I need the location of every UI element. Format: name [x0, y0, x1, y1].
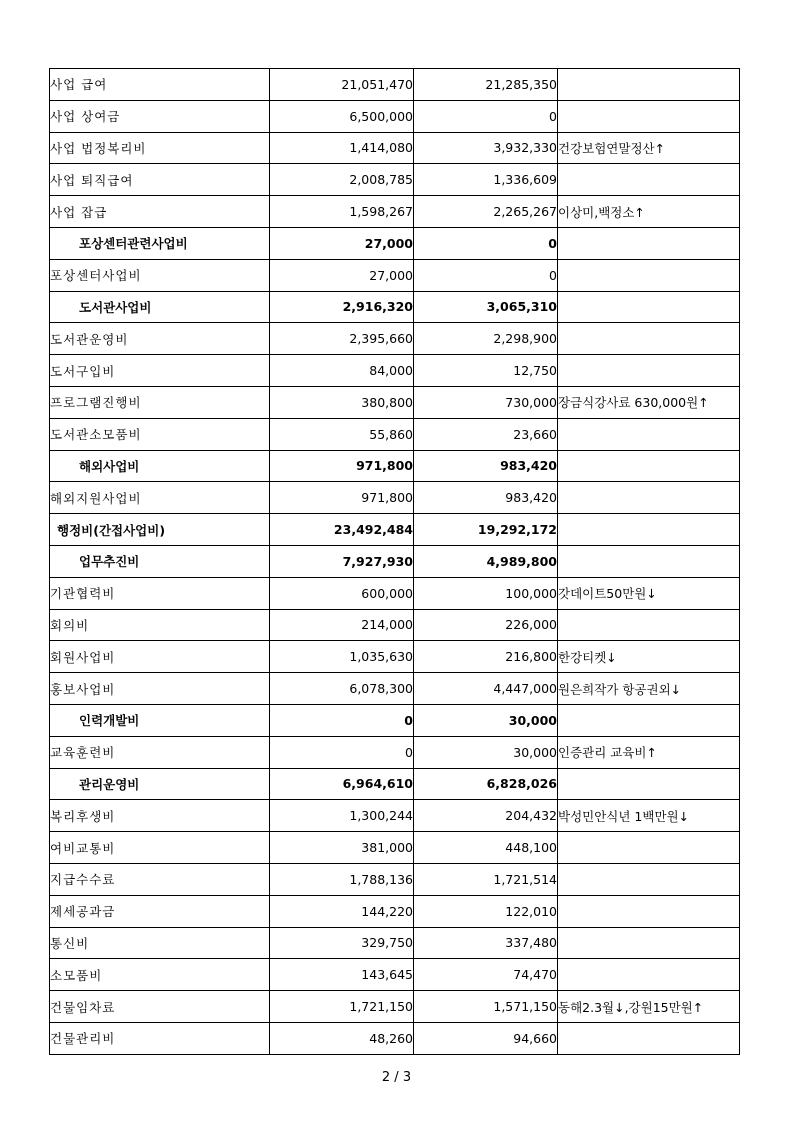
prev-amount-cell: 27,000 — [270, 227, 414, 259]
curr-amount-cell: 74,470 — [414, 959, 558, 991]
curr-amount-cell: 2,265,267 — [414, 196, 558, 228]
curr-amount-cell: 448,100 — [414, 832, 558, 864]
note-cell: 갓데이트50만원↓ — [558, 577, 740, 609]
prev-amount-cell: 6,500,000 — [270, 100, 414, 132]
account-name-cell: 교육훈련비 — [50, 736, 270, 768]
note-cell — [558, 323, 740, 355]
prev-amount-cell: 0 — [270, 736, 414, 768]
note-cell — [558, 418, 740, 450]
prev-amount-cell: 1,414,080 — [270, 132, 414, 164]
account-name-cell: 해외지원사업비 — [50, 482, 270, 514]
account-name-cell: 인력개발비 — [50, 704, 270, 736]
curr-amount-cell: 0 — [414, 259, 558, 291]
prev-amount-cell: 84,000 — [270, 355, 414, 387]
account-name-cell: 도서관사업비 — [50, 291, 270, 323]
curr-amount-cell: 730,000 — [414, 386, 558, 418]
curr-amount-cell: 1,571,150 — [414, 991, 558, 1023]
table-row — [50, 959, 740, 991]
curr-amount-cell: 94,660 — [414, 1022, 558, 1054]
account-name-cell: 제세공과금 — [50, 895, 270, 927]
note-cell — [558, 355, 740, 387]
note-cell — [558, 609, 740, 641]
prev-amount-cell: 6,964,610 — [270, 768, 414, 800]
note-cell: 장금식강사료 630,000원↑ — [558, 386, 740, 418]
account-name-cell: 사업 잡급 — [50, 196, 270, 228]
table-row — [50, 355, 740, 387]
curr-amount-cell: 21,285,350 — [414, 69, 558, 101]
table-row — [50, 832, 740, 864]
prev-amount-cell: 1,721,150 — [270, 991, 414, 1023]
curr-amount-cell: 0 — [414, 100, 558, 132]
prev-amount-cell: 1,788,136 — [270, 863, 414, 895]
note-cell — [558, 164, 740, 196]
prev-amount-cell: 21,051,470 — [270, 69, 414, 101]
prev-amount-cell: 600,000 — [270, 577, 414, 609]
note-cell — [558, 514, 740, 546]
curr-amount-cell: 3,932,330 — [414, 132, 558, 164]
prev-amount-cell: 6,078,300 — [270, 673, 414, 705]
note-cell: 동해2.3월↓,강원15만원↑ — [558, 991, 740, 1023]
curr-amount-cell: 30,000 — [414, 736, 558, 768]
note-cell — [558, 227, 740, 259]
curr-amount-cell: 6,828,026 — [414, 768, 558, 800]
account-name-cell: 지급수수료 — [50, 863, 270, 895]
table-row — [50, 609, 740, 641]
account-name-cell: 해외사업비 — [50, 450, 270, 482]
account-name-cell: 관리운영비 — [50, 768, 270, 800]
curr-amount-cell: 226,000 — [414, 609, 558, 641]
prev-amount-cell: 7,927,930 — [270, 545, 414, 577]
prev-amount-cell: 380,800 — [270, 386, 414, 418]
curr-amount-cell: 30,000 — [414, 704, 558, 736]
note-cell — [558, 259, 740, 291]
table-row — [50, 641, 740, 673]
table-row — [50, 100, 740, 132]
account-name-cell: 건물관리비 — [50, 1022, 270, 1054]
note-cell: 인증관리 교육비↑ — [558, 736, 740, 768]
budget-table-body — [50, 69, 740, 1055]
note-cell — [558, 704, 740, 736]
account-name-cell: 사업 법정복리비 — [50, 132, 270, 164]
curr-amount-cell: 983,420 — [414, 482, 558, 514]
prev-amount-cell: 971,800 — [270, 450, 414, 482]
note-cell — [558, 482, 740, 514]
account-name-cell: 행정비(간접사업비) — [50, 514, 270, 546]
account-name-cell: 도서관운영비 — [50, 323, 270, 355]
table-row — [50, 291, 740, 323]
curr-amount-cell: 0 — [414, 227, 558, 259]
prev-amount-cell: 381,000 — [270, 832, 414, 864]
account-name-cell: 프로그램진행비 — [50, 386, 270, 418]
table-row — [50, 1022, 740, 1054]
note-cell — [558, 768, 740, 800]
account-name-cell: 건물임차료 — [50, 991, 270, 1023]
note-cell: 박성민안식년 1백만원↓ — [558, 800, 740, 832]
note-cell — [558, 863, 740, 895]
account-name-cell: 기관협력비 — [50, 577, 270, 609]
prev-amount-cell: 971,800 — [270, 482, 414, 514]
account-name-cell: 업무추진비 — [50, 545, 270, 577]
curr-amount-cell: 4,989,800 — [414, 545, 558, 577]
note-cell — [558, 545, 740, 577]
account-name-cell: 회의비 — [50, 609, 270, 641]
account-name-cell: 사업 퇴직급여 — [50, 164, 270, 196]
account-name-cell: 복리후생비 — [50, 800, 270, 832]
table-row — [50, 450, 740, 482]
curr-amount-cell: 122,010 — [414, 895, 558, 927]
account-name-cell: 도서관소모품비 — [50, 418, 270, 450]
prev-amount-cell: 214,000 — [270, 609, 414, 641]
note-cell — [558, 959, 740, 991]
curr-amount-cell: 100,000 — [414, 577, 558, 609]
curr-amount-cell: 337,480 — [414, 927, 558, 959]
curr-amount-cell: 1,721,514 — [414, 863, 558, 895]
prev-amount-cell: 27,000 — [270, 259, 414, 291]
note-cell — [558, 1022, 740, 1054]
table-row — [50, 800, 740, 832]
prev-amount-cell: 2,395,660 — [270, 323, 414, 355]
table-row — [50, 418, 740, 450]
table-row — [50, 577, 740, 609]
account-name-cell: 여비교통비 — [50, 832, 270, 864]
note-cell — [558, 832, 740, 864]
prev-amount-cell: 23,492,484 — [270, 514, 414, 546]
prev-amount-cell: 2,008,785 — [270, 164, 414, 196]
account-name-cell: 포상센터사업비 — [50, 259, 270, 291]
account-name-cell: 소모품비 — [50, 959, 270, 991]
table-row — [50, 736, 740, 768]
curr-amount-cell: 216,800 — [414, 641, 558, 673]
page-number: 2 / 3 — [381, 1070, 412, 1085]
account-name-cell: 포상센터관련사업비 — [50, 227, 270, 259]
prev-amount-cell: 2,916,320 — [270, 291, 414, 323]
curr-amount-cell: 1,336,609 — [414, 164, 558, 196]
note-cell — [558, 291, 740, 323]
table-row — [50, 196, 740, 228]
table-row — [50, 991, 740, 1023]
prev-amount-cell: 329,750 — [270, 927, 414, 959]
prev-amount-cell: 48,260 — [270, 1022, 414, 1054]
note-cell: 건강보험연말정산↑ — [558, 132, 740, 164]
account-name-cell: 사업 급여 — [50, 69, 270, 101]
curr-amount-cell: 23,660 — [414, 418, 558, 450]
curr-amount-cell: 4,447,000 — [414, 673, 558, 705]
table-row — [50, 545, 740, 577]
note-cell — [558, 450, 740, 482]
prev-amount-cell: 55,860 — [270, 418, 414, 450]
prev-amount-cell: 1,598,267 — [270, 196, 414, 228]
table-row — [50, 482, 740, 514]
prev-amount-cell: 143,645 — [270, 959, 414, 991]
note-cell — [558, 100, 740, 132]
account-name-cell: 홍보사업비 — [50, 673, 270, 705]
account-name-cell: 회원사업비 — [50, 641, 270, 673]
note-cell: 이상미,백정소↑ — [558, 196, 740, 228]
curr-amount-cell: 983,420 — [414, 450, 558, 482]
table-row — [50, 259, 740, 291]
table-row — [50, 132, 740, 164]
account-name-cell: 사업 상여금 — [50, 100, 270, 132]
curr-amount-cell: 3,065,310 — [414, 291, 558, 323]
prev-amount-cell: 144,220 — [270, 895, 414, 927]
table-row — [50, 927, 740, 959]
note-cell — [558, 895, 740, 927]
prev-amount-cell: 1,300,244 — [270, 800, 414, 832]
table-row — [50, 386, 740, 418]
prev-amount-cell: 1,035,630 — [270, 641, 414, 673]
budget-table — [49, 68, 740, 1055]
table-row — [50, 673, 740, 705]
prev-amount-cell: 0 — [270, 704, 414, 736]
curr-amount-cell: 12,750 — [414, 355, 558, 387]
table-row — [50, 227, 740, 259]
table-row — [50, 704, 740, 736]
note-cell — [558, 69, 740, 101]
note-cell: 한강티켓↓ — [558, 641, 740, 673]
table-row — [50, 514, 740, 546]
table-row — [50, 69, 740, 101]
table-row — [50, 768, 740, 800]
table-row — [50, 863, 740, 895]
note-cell: 원은희작가 항공권외↓ — [558, 673, 740, 705]
table-row — [50, 323, 740, 355]
curr-amount-cell: 19,292,172 — [414, 514, 558, 546]
account-name-cell: 통신비 — [50, 927, 270, 959]
note-cell — [558, 927, 740, 959]
curr-amount-cell: 204,432 — [414, 800, 558, 832]
table-row — [50, 895, 740, 927]
account-name-cell: 도서구입비 — [50, 355, 270, 387]
curr-amount-cell: 2,298,900 — [414, 323, 558, 355]
table-row — [50, 164, 740, 196]
